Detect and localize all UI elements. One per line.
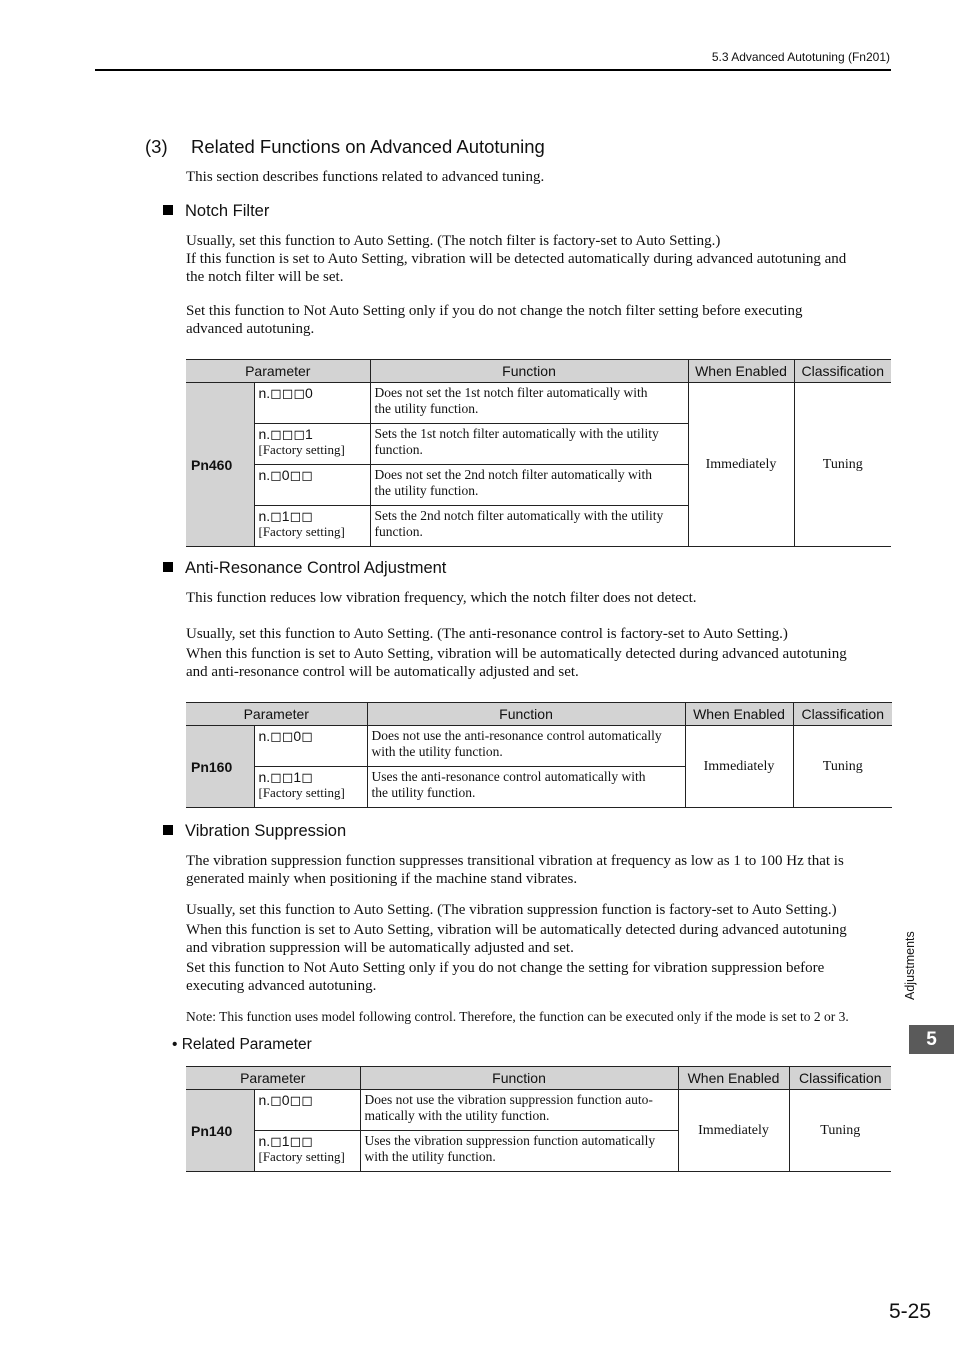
value-code: n.◻◻1◻ — [258, 769, 313, 785]
square-bullet-icon — [163, 205, 173, 215]
parameter-value — [254, 1090, 360, 1131]
chapter-number-tab: 5 — [909, 1025, 954, 1054]
when-enabled-value: Immediately — [688, 383, 794, 547]
value-code: n.◻◻◻1 — [258, 426, 313, 442]
function-description — [360, 1090, 678, 1131]
text-line: function. — [374, 524, 423, 539]
text-line: the notch filter will be set. — [186, 269, 344, 285]
text-line: When this function is set to Auto Setting, vibration will be automatically detected during advanced autotuning — [186, 646, 847, 662]
text-line: function. — [374, 442, 423, 457]
text-line: Usually, set this function to Auto Setting. (The vibration suppression function is factory-set to Auto Setting.) — [186, 902, 837, 918]
factory-setting-note: [Factory setting] — [258, 524, 345, 539]
when-enabled-header: When Enabled — [685, 703, 793, 726]
anti-resonance-heading — [163, 559, 446, 578]
text-line: and anti-resonance control will be automatically adjusted and set. — [186, 664, 579, 680]
vibration-suppression-heading — [163, 822, 346, 841]
anti-resonance-paragraph-1: This function reduces low vibration frequency, which the notch filter does not detect. — [186, 590, 697, 606]
model-following-note: Note: This function uses model following control. Therefore, the function can be executed only if the mode is set to 2 or 3. — [186, 1009, 849, 1024]
text-line: Usually, set this function to Auto Setting. (The anti-resonance control is factory-set to Auto Setting.) — [186, 626, 788, 642]
function-description — [370, 424, 688, 465]
classification-value: Tuning — [794, 383, 891, 547]
notch-filter-heading — [163, 202, 269, 221]
parameter-header: Parameter — [186, 703, 367, 726]
parameter-header: Parameter — [186, 1067, 360, 1090]
value-code: n.◻0◻◻ — [258, 467, 313, 483]
chapter-side-label — [903, 920, 923, 1000]
square-bullet-icon — [163, 825, 173, 835]
text-line: Does not set the 1st notch filter automatically with — [374, 385, 648, 400]
function-header: Function — [370, 360, 688, 383]
text-line: Uses the vibration suppression function automatically — [364, 1133, 656, 1148]
value-code: n.◻1◻◻ — [258, 1133, 313, 1149]
anti-resonance-paragraph-2 — [186, 624, 891, 682]
page-number: 5-25 — [888, 1300, 931, 1323]
function-description — [370, 465, 688, 506]
vibration-paragraph-3 — [186, 959, 891, 995]
vibration-paragraph-1 — [186, 852, 891, 888]
classification-value: Tuning — [789, 1090, 891, 1172]
text-line: the utility function. — [374, 401, 479, 416]
classification-header: Classification — [793, 703, 892, 726]
header-rule — [95, 69, 891, 71]
value-code: n.◻◻◻0 — [258, 385, 313, 401]
parameter-value — [254, 383, 370, 424]
text-line: Set this function to Not Auto Setting only if you do not change the setting for vibration suppression before — [186, 960, 825, 976]
function-description — [367, 767, 685, 808]
anti-resonance-heading-text: Anti-Resonance Control Adjustment — [185, 559, 447, 577]
function-header: Function — [367, 703, 685, 726]
text-line: Usually, set this function to Auto Setting. (The notch filter is factory-set to Auto Setting.) — [186, 233, 721, 249]
text-line: Sets the 2nd notch filter automatically with the utility — [374, 508, 664, 523]
text-line: generated mainly when positioning if the machine stand vibrates. — [186, 871, 578, 887]
text-line: matically with the utility function. — [364, 1108, 550, 1123]
classification-value: Tuning — [793, 726, 892, 808]
parameter-value — [254, 424, 370, 465]
function-description — [370, 383, 688, 424]
value-code: n.◻0◻◻ — [258, 1092, 313, 1108]
text-line: the utility function. — [374, 483, 479, 498]
running-header: 5.3 Advanced Autotuning (Fn201) — [711, 50, 890, 64]
text-line: Sets the 1st notch filter automatically with the utility — [374, 426, 659, 441]
text-line: with the utility function. — [371, 744, 503, 759]
vibration-suppression-heading-text: Vibration Suppression — [185, 822, 347, 840]
chapter-side-label-text: Adjustments — [903, 931, 917, 1000]
value-code: n.◻1◻◻ — [258, 508, 313, 524]
function-header: Function — [360, 1067, 678, 1090]
parameter-value — [254, 1131, 360, 1172]
text-line: Does not use the vibration suppression function auto- — [364, 1092, 653, 1107]
text-line: When this function is set to Auto Setting, vibration will be automatically detected during advanced autotuning — [186, 922, 847, 938]
classification-header: Classification — [789, 1067, 891, 1090]
function-description — [370, 506, 688, 547]
section-title: Related Functions on Advanced Autotuning — [191, 136, 545, 157]
parameter-number: Pn160 — [186, 726, 254, 808]
when-enabled-header: When Enabled — [688, 360, 794, 383]
pn460-table — [186, 359, 891, 547]
parameter-value — [254, 767, 367, 808]
section-heading — [145, 136, 545, 158]
text-line: Set this function to Not Auto Setting only if you do not change the notch filter setting before executing — [186, 303, 803, 319]
value-code: n.◻◻0◻ — [258, 728, 313, 744]
parameter-value — [254, 506, 370, 547]
when-enabled-header: When Enabled — [678, 1067, 789, 1090]
when-enabled-value: Immediately — [678, 1090, 789, 1172]
notch-paragraph-1 — [186, 232, 891, 286]
when-enabled-value: Immediately — [685, 726, 793, 808]
factory-setting-note: [Factory setting] — [258, 785, 345, 800]
parameter-value — [254, 465, 370, 506]
factory-setting-note: [Factory setting] — [258, 1149, 345, 1164]
section-intro: This section describes functions related to advanced tuning. — [186, 169, 545, 185]
parameter-header: Parameter — [186, 360, 370, 383]
text-line: the utility function. — [371, 785, 476, 800]
pn140-table — [186, 1066, 891, 1172]
text-line: Does not set the 2nd notch filter automatically with — [374, 467, 652, 482]
notch-paragraph-2 — [186, 302, 891, 338]
text-line: Does not use the anti-resonance control automatically — [371, 728, 662, 743]
notch-filter-heading-text: Notch Filter — [185, 202, 270, 220]
text-line: with the utility function. — [364, 1149, 496, 1164]
text-line: executing advanced autotuning. — [186, 978, 377, 994]
related-parameter-label: • Related Parameter — [172, 1036, 312, 1053]
function-description — [367, 726, 685, 767]
vibration-paragraph-2 — [186, 900, 891, 958]
classification-header: Classification — [794, 360, 891, 383]
text-line: and vibration suppression will be automatically adjusted and set. — [186, 940, 574, 956]
parameter-value — [254, 726, 367, 767]
section-number: (3) — [145, 136, 168, 157]
text-line: The vibration suppression function suppresses transitional vibration at frequency as low as 1 to 100 Hz that is — [186, 853, 844, 869]
function-description — [360, 1131, 678, 1172]
parameter-number: Pn460 — [186, 383, 254, 547]
factory-setting-note: [Factory setting] — [258, 442, 345, 457]
parameter-number: Pn140 — [186, 1090, 254, 1172]
text-line: Uses the anti-resonance control automatically with — [371, 769, 646, 784]
square-bullet-icon — [163, 562, 173, 572]
text-line: If this function is set to Auto Setting, vibration will be detected automatically during advanced autotuning and — [186, 251, 847, 267]
pn160-table — [186, 702, 892, 808]
text-line: advanced autotuning. — [186, 321, 315, 337]
